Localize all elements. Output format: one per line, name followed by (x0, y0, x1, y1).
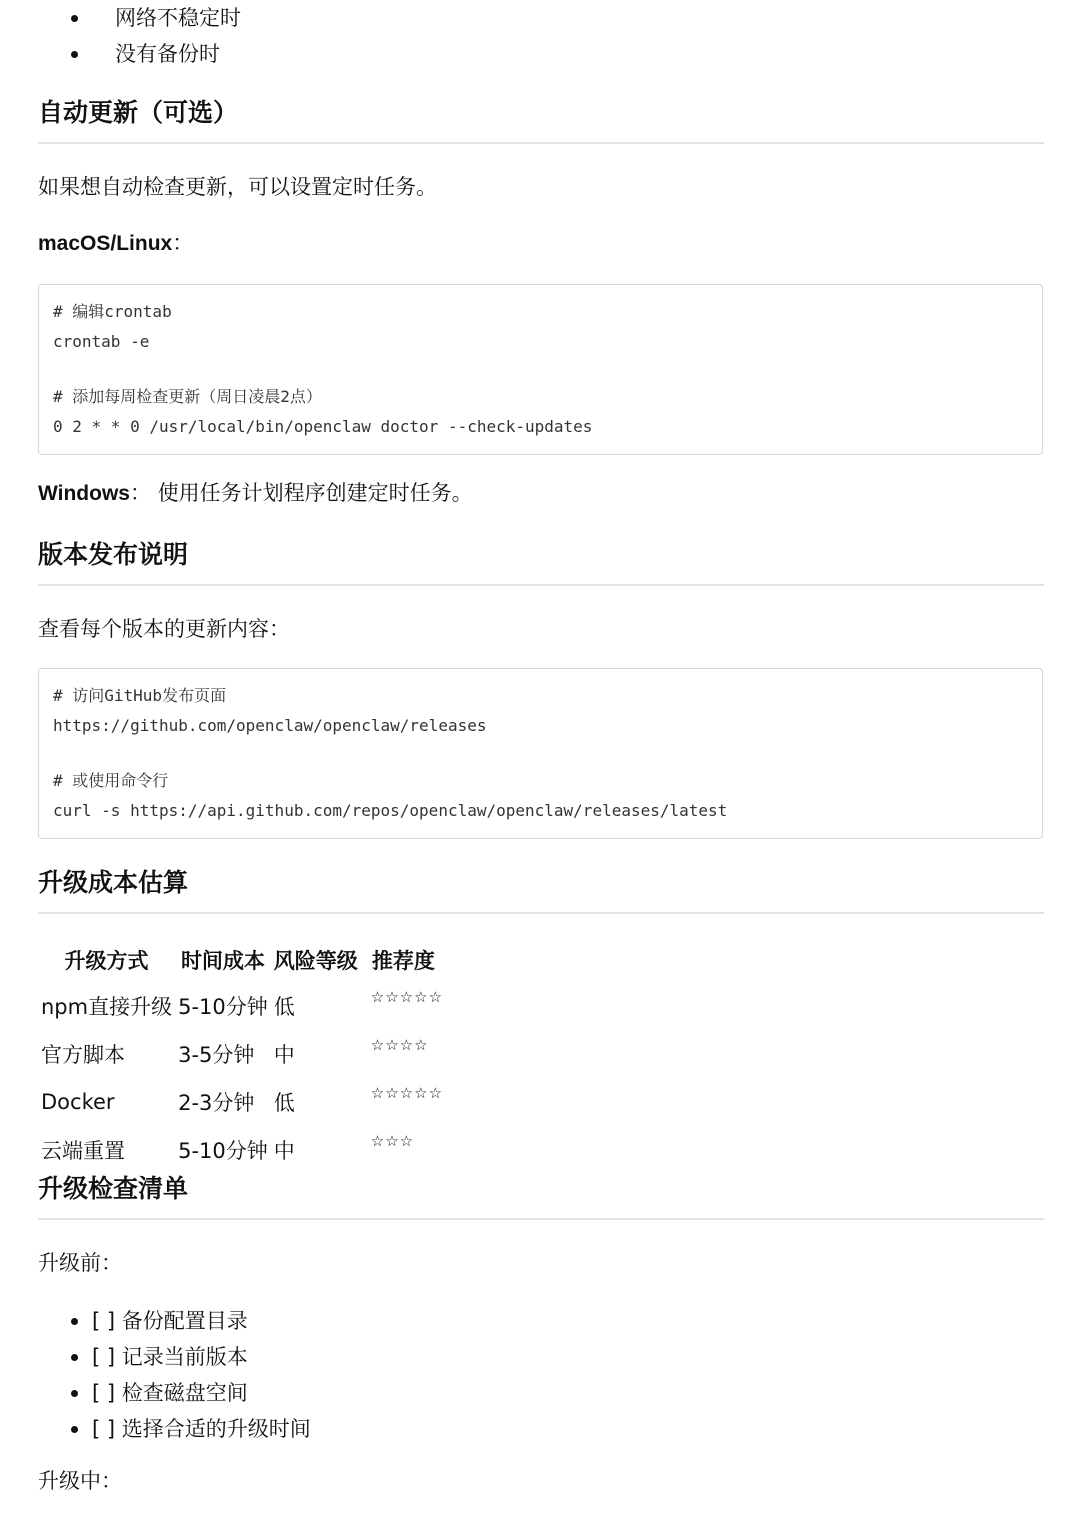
list-item: 网络不稳定时 (38, 0, 241, 36)
mac-label: macOS/Linux (38, 232, 173, 255)
during-label: 升级中： (38, 1469, 122, 1493)
checklist-item: [ ] 记录当前版本 (38, 1339, 311, 1375)
code-line: # 访问GitHub发布页面 (53, 686, 227, 705)
code-line: https://github.com/openclaw/openclaw/releases (53, 716, 487, 735)
code-block-releases (38, 668, 1043, 839)
windows-text: ： 使用任务计划程序创建定时任务。 (129, 481, 473, 505)
table-cell: npm直接升级 (41, 995, 173, 1019)
code-block-crontab (38, 284, 1043, 455)
rating-stars: ☆☆☆☆ (370, 1036, 429, 1054)
column-header: 风险等级 (273, 949, 358, 973)
code-line: # 编辑crontab (53, 302, 172, 321)
rating-stars: ☆☆☆ (370, 1132, 415, 1150)
table-cell: 2-3分钟 (178, 1091, 255, 1115)
code-line: # 添加每周检查更新（周日凌晨2点） (53, 387, 322, 406)
table-cell: 低 (273, 1091, 295, 1115)
auto-update-text: 如果想自动检查更新，可以设置定时任务。 (38, 175, 437, 199)
before-checklist (38, 1303, 311, 1447)
table-cell: 5-10分钟 (178, 995, 268, 1019)
section-heading-release-notes: 版本发布说明 (38, 536, 1044, 586)
mac-label-line (38, 228, 193, 259)
rating-stars: ☆☆☆☆☆ (370, 1084, 444, 1102)
windows-label: Windows (38, 482, 130, 505)
table-cell: 低 (273, 995, 295, 1019)
checklist-item: [ ] 选择合适的升级时间 (38, 1411, 311, 1447)
section-heading-checklist: 升级检查清单 (38, 1170, 1044, 1220)
column-header: 升级方式 (64, 949, 149, 973)
section-heading-cost: 升级成本估算 (38, 864, 1044, 914)
table-cell: 3-5分钟 (178, 1043, 255, 1067)
cost-table (38, 938, 446, 1174)
code-blank-line (53, 741, 1028, 766)
table-cell: 云端重置 (41, 1139, 125, 1163)
section-heading-auto-update: 自动更新（可选） (38, 94, 1044, 144)
table-header-row (38, 938, 446, 982)
release-notes-text: 查看每个版本的更新内容： (38, 617, 290, 641)
table-cell: 中 (273, 1139, 295, 1163)
windows-line (38, 478, 473, 509)
table-row (38, 1126, 446, 1174)
table-cell: 官方脚本 (41, 1043, 125, 1067)
code-line: crontab -e (53, 332, 150, 351)
mac-label-suffix: ： (172, 231, 194, 255)
code-line: # 或使用命令行 (53, 771, 169, 790)
code-line: curl -s https://api.github.com/repos/openclaw/openclaw/releases/latest (53, 801, 728, 820)
table-cell: Docker (41, 1090, 115, 1114)
list-item: 没有备份时 (38, 36, 241, 72)
before-label: 升级前： (38, 1251, 122, 1275)
rating-stars: ☆☆☆☆☆ (370, 988, 444, 1006)
table-row (38, 1030, 446, 1078)
column-header: 推荐度 (371, 949, 435, 973)
column-header: 时间成本 (180, 949, 265, 973)
table-cell: 5-10分钟 (178, 1139, 268, 1163)
table-row (38, 1078, 446, 1126)
checklist-item: [ ] 备份配置目录 (38, 1303, 311, 1339)
code-line: 0 2 * * 0 /usr/local/bin/openclaw doctor --check-updates (53, 417, 593, 436)
table-cell: 中 (273, 1043, 295, 1067)
table-row (38, 982, 446, 1030)
intro-bullet-list (38, 0, 241, 72)
code-blank-line (53, 357, 1028, 382)
checklist-item: [ ] 检查磁盘空间 (38, 1375, 311, 1411)
